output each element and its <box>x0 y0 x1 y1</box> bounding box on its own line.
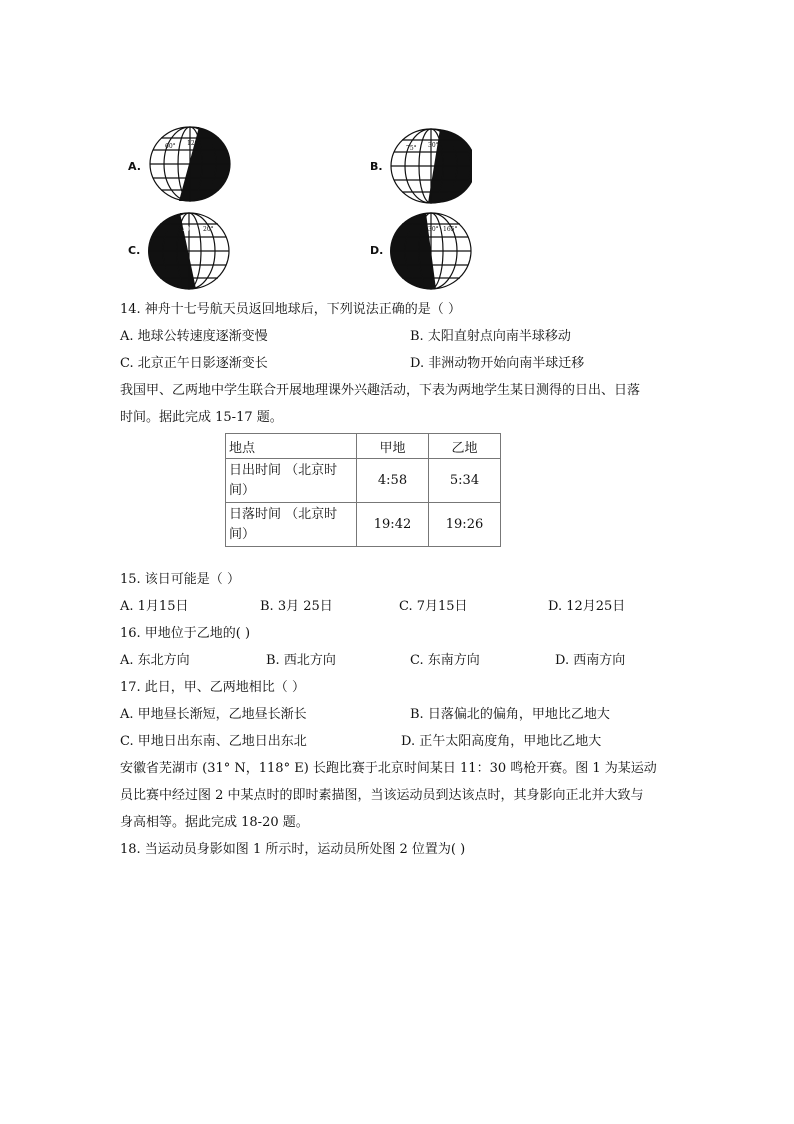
sunrise-sunset-table <box>225 433 501 547</box>
intro15-line2: 时间。据此完成 15-17 题。 <box>120 410 283 425</box>
q17-option-d: D. 正午太阳高度角，甲地比乙地大 <box>401 734 602 749</box>
table-header-row <box>226 434 501 459</box>
globe-d-figure <box>390 212 472 290</box>
q15-option-c: C. 7月15日 <box>399 599 468 614</box>
globe-d-lon2: 165° <box>443 226 458 233</box>
q14-option-b: B. 太阳直射点向南半球移动 <box>410 329 571 344</box>
globe-b-lon2: 30° <box>428 142 439 149</box>
globe-d-lon1: 30° <box>428 226 439 233</box>
q18-stem: 18. 当运动员身影如图 1 所示时，运动员所处图 2 位置为( ) <box>120 842 466 857</box>
q17-stem: 17. 此日，甲、乙两地相比（ ） <box>120 680 305 695</box>
q17-option-a: A. 甲地昼长渐短，乙地昼长渐长 <box>120 707 307 722</box>
table-cell: 4:58 <box>357 459 429 503</box>
table-cell: 19:42 <box>357 503 429 547</box>
q15-option-a: A. 1月15日 <box>120 599 189 614</box>
table-header-place: 地点 <box>226 434 357 459</box>
table-cell: 5:34 <box>429 459 501 503</box>
q14-option-a: A. 地球公转速度逐渐变慢 <box>120 329 268 344</box>
q14-stem: 14. 神舟十七号航天员返回地球后，下列说法正确的是（ ） <box>120 302 461 317</box>
globe-a-lon1: 60° <box>165 143 176 150</box>
q16-option-b: B. 西北方向 <box>266 653 336 668</box>
intro18-line3: 身高相等。据此完成 18-20 题。 <box>120 815 309 830</box>
table-row <box>226 459 501 503</box>
globe-c-lon2: 20° <box>203 226 214 233</box>
q17-option-c: C. 甲地日出东南、乙地日出东北 <box>120 734 307 749</box>
q14-option-d: D. 非洲动物开始向南半球迁移 <box>410 356 585 371</box>
globe-b-figure <box>390 128 472 204</box>
q16-option-d: D. 西南方向 <box>555 653 626 668</box>
q15-stem: 15. 该日可能是（ ） <box>120 572 240 587</box>
intro18-line2: 员比赛中经过图 2 中某点时的即时素描图，当该运动员到达该点时，其身影向正北并大致与 <box>120 788 644 803</box>
option-d-label: D. <box>370 244 384 257</box>
intro18-line1: 安徽省芜湖市 (31° N，118° E) 长跑比赛于北京时间某日 11：30 鸣枪开赛。图 1 为某运动 <box>120 761 657 776</box>
table-row <box>226 503 501 547</box>
option-b-label: B. <box>370 160 383 173</box>
option-a-label: A. <box>128 160 141 173</box>
q16-stem: 16. 甲地位于乙地的( ) <box>120 626 251 641</box>
globe-c-lon1: 105° <box>182 226 197 233</box>
q16-option-a: A. 东北方向 <box>120 653 190 668</box>
table-header-b: 乙地 <box>429 434 501 459</box>
q17-option-b: B. 日落偏北的偏角，甲地比乙地大 <box>410 707 610 722</box>
q15-option-d: D. 12月25日 <box>548 599 626 614</box>
q15-option-b: B. 3月 25日 <box>260 599 333 614</box>
table-row-label: 日出时间 （北京时 间） <box>226 459 357 503</box>
table-row-label: 日落时间 （北京时 间） <box>226 503 357 547</box>
globe-a-lon2: 120° <box>187 140 202 147</box>
q14-option-c: C. 北京正午日影逐渐变长 <box>120 356 268 371</box>
globe-b-lon1: 75° <box>406 145 417 152</box>
q16-option-c: C. 东南方向 <box>410 653 480 668</box>
intro15-line1: 我国甲、乙两地中学生联合开展地理课外兴趣活动，下表为两地学生某日测得的日出、日落 <box>120 383 641 398</box>
table-cell: 19:26 <box>429 503 501 547</box>
globe-a-figure <box>149 126 231 202</box>
table-header-a: 甲地 <box>357 434 429 459</box>
option-c-label: C. <box>128 244 141 257</box>
globe-c-figure <box>148 212 230 290</box>
